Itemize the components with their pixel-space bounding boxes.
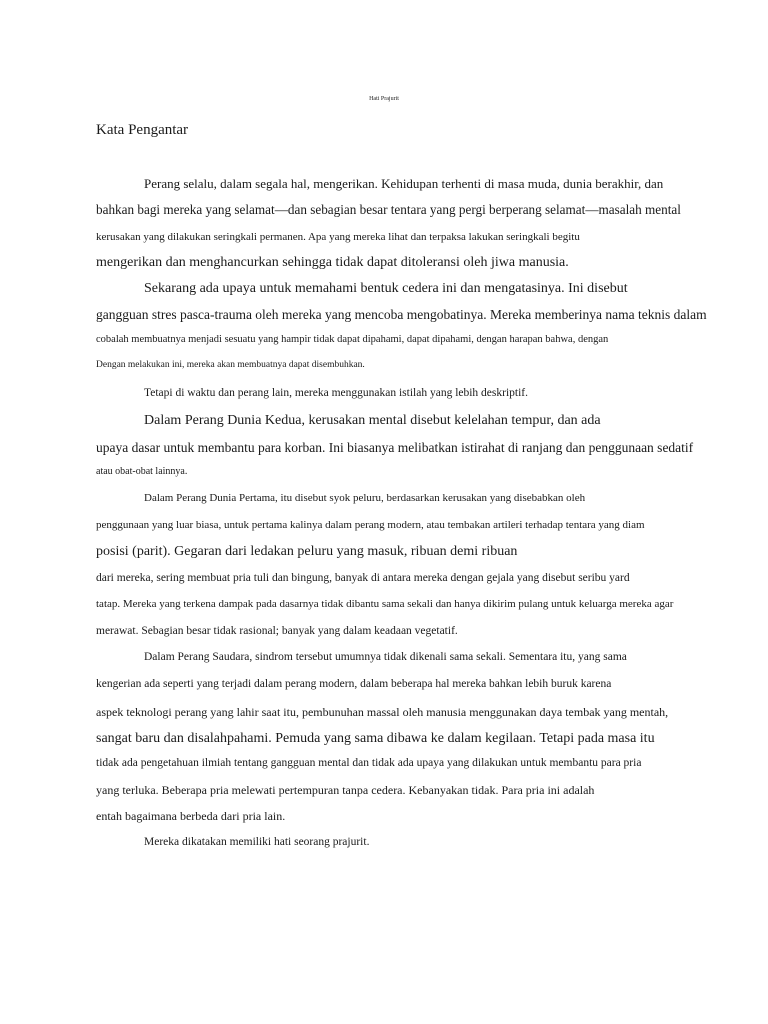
text-line: Tetapi di waktu dan perang lain, mereka menggunakan istilah yang lebih deskriptif.	[144, 387, 529, 399]
text-line: bahkan bagi mereka yang selamat—dan sebagian besar tentara yang pergi berperang selamat—masalah mental	[96, 202, 681, 217]
text-line: sangat baru dan disalahpahami. Pemuda yang sama dibawa ke dalam kegilaan. Tetapi pada masa itu	[96, 731, 655, 746]
text-line: merawat. Sebagian besar tidak rasional; banyak yang dalam keadaan vegetatif.	[96, 625, 458, 637]
text-line: aspek teknologi perang yang lahir saat itu, pembunuhan massal oleh manusia menggunakan daya tembak yang mentah,	[96, 705, 669, 719]
text-line: upaya dasar untuk membantu para korban. Ini biasanya melibatkan istirahat di ranjang dan penggunaan sedatif	[96, 440, 694, 455]
text-line: penggunaan yang luar biasa, untuk pertama kalinya dalam perang modern, atau tembakan artileri terhadap tentara yang diam	[96, 519, 645, 531]
text-line: tatap. Mereka yang terkena dampak pada dasarnya tidak dibantu sama sekali dan hanya dikirim pulang untuk keluarga mereka agar	[96, 598, 674, 610]
text-line: gangguan stres pasca-trauma oleh mereka yang mencoba mengobatinya. Mereka memberinya nama teknis dalam	[96, 307, 707, 322]
text-line: Dengan melakukan ini, mereka akan membuatnya dapat disembuhkan.	[96, 360, 365, 370]
text-line: cobalah membuatnya menjadi sesuatu yang hampir tidak dapat dipahami, dapat dipahami, dengan harapan bahwa, dengan	[96, 334, 609, 345]
text-line: atau obat-obat lainnya.	[96, 466, 188, 477]
text-line: mengerikan dan menghancurkan sehingga tidak dapat ditoleransi oleh jiwa manusia.	[96, 255, 569, 270]
document-title: Hati Prajurit	[369, 96, 399, 102]
text-line: Mereka dikatakan memiliki hati seorang prajurit.	[144, 836, 370, 848]
text-line: tidak ada pengetahuan ilmiah tentang gangguan mental dan tidak ada upaya yang dilakukan untuk membantu para pria	[96, 757, 642, 769]
text-line: entah bagaimana berbeda dari pria lain.	[96, 809, 286, 823]
text-line: kengerian ada seperti yang terjadi dalam perang modern, dalam beberapa hal mereka bahkan lebih buruk karena	[96, 678, 612, 690]
text-line: Perang selalu, dalam segala hal, mengerikan. Kehidupan terhenti di masa muda, dunia berakhir, dan	[144, 176, 664, 191]
text-line: Dalam Perang Dunia Kedua, kerusakan mental disebut kelelahan tempur, dan ada	[144, 413, 601, 428]
text-line: posisi (parit). Gegaran dari ledakan peluru yang masuk, ribuan demi ribuan	[96, 544, 518, 559]
text-line: kerusakan yang dilakukan seringkali permanen. Apa yang mereka lihat dan terpaksa lakukan seringkali begitu	[96, 231, 580, 243]
text-line: dari mereka, sering membuat pria tuli dan bingung, banyak di antara mereka dengan gejala yang disebut seribu yard	[96, 572, 630, 584]
text-line: Sekarang ada upaya untuk memahami bentuk cedera ini dan mengatasinya. Ini disebut	[144, 281, 628, 296]
text-line: Dalam Perang Dunia Pertama, itu disebut syok peluru, berdasarkan kerusakan yang disebabkan oleh	[144, 492, 586, 504]
section-heading: Kata Pengantar	[96, 122, 189, 138]
text-line: yang terluka. Beberapa pria melewati pertempuran tanpa cedera. Kebanyakan tidak. Para pria ini adalah	[96, 783, 595, 797]
text-line: Dalam Perang Saudara, sindrom tersebut umumnya tidak dikenali sama sekali. Sementara itu, yang sama	[144, 651, 627, 663]
